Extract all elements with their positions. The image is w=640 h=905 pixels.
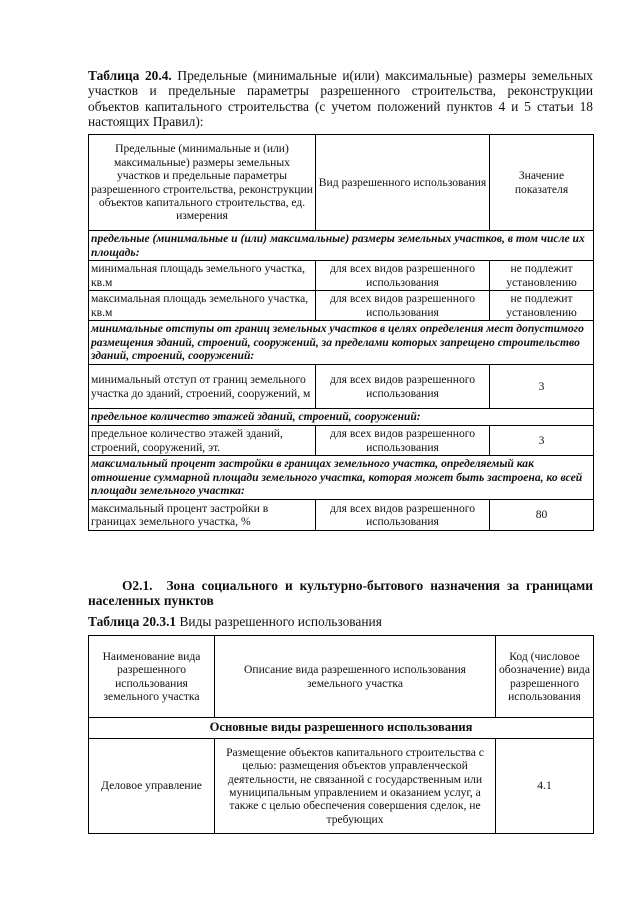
intro-paragraph (88, 68, 593, 130)
table-label: Таблица 20.4. (88, 68, 172, 83)
table-row (89, 500, 594, 531)
section-main-usage-types: Основные виды разрешенного использования (89, 718, 594, 739)
zone-heading (88, 578, 593, 609)
table2-header-row (89, 636, 594, 718)
table-row (89, 291, 594, 321)
header-usage-description: Описание вида разрешенного использования земельного участка (215, 636, 496, 718)
row-floors-value: 3 (490, 426, 594, 456)
section-row (89, 321, 594, 365)
row-usage-description: Размещение объектов капитального строительства с целью: размещения объектов управленческой деятельности, не связанной с государственным или муниципальным управлением и оказанием услуг, а также с целью обеспечения совершения сделок, не требующих (215, 739, 496, 834)
row-usage-code: 4.1 (496, 739, 594, 834)
row-setback-value: 3 (490, 365, 594, 409)
row-setback-usage: для всех видов разрешенного использования (316, 365, 490, 409)
section-row (89, 231, 594, 261)
section-floors: предельное количество этажей зданий, строений, сооружений: (89, 409, 594, 426)
row-usage-name: Деловое управление (89, 739, 215, 834)
row-min-area-usage: для всех видов разрешенного использования (316, 261, 490, 291)
row-min-area-value: не подлежит установлению (490, 261, 594, 291)
section-plot-sizes: предельные (минимальные и (или) максимальные) размеры земельных участков, в том числе их площадь: (89, 231, 594, 261)
section-setbacks: минимальные отступы от границ земельных участков в целях определения мест допустимого размещения зданий, строений, сооружений, за пределами которых запрещено строительство зданий, строений, сооружений: (89, 321, 594, 365)
row-coverage-param: максимальный процент застройки в границах земельного участка, % (89, 500, 316, 531)
row-coverage-usage: для всех видов разрешенного использования (316, 500, 490, 531)
header-usage-type: Вид разрешенного использования (316, 135, 490, 231)
row-floors-param: предельное количество этажей зданий, строений, сооружений, эт. (89, 426, 316, 456)
intro-text: Предельные (минимальные и(или) максимальные) размеры земельных участков и предельные параметры разрешенного строительства, реконструкции объектов капитального строительства (с учетом положений пунктов 4 и 5 статьи 18 настоящих Правил): (88, 68, 593, 130)
section-row (89, 718, 594, 739)
table2-label: Таблица 20.3.1 (88, 614, 177, 629)
table-row (89, 426, 594, 456)
row-coverage-value: 80 (490, 500, 594, 531)
row-max-area-param: максимальная площадь земельного участка, кв.м (89, 291, 316, 321)
table-header-row (89, 135, 594, 231)
section-row (89, 456, 594, 500)
table2-caption (88, 614, 593, 629)
table-row (89, 365, 594, 409)
limits-table (88, 134, 594, 531)
header-value: Значение показателя (490, 135, 594, 231)
zone-code: О2.1. (122, 578, 153, 593)
table2-caption-text: Виды разрешенного использования (176, 614, 382, 629)
header-parameters: Предельные (минимальные и (или) максимальные) размеры земельных участков и предельные параметры разрешенного строительства, реконструкции объектов капитального строительства, ед. измерения (89, 135, 316, 231)
zone-title: Зона социального и культурно-бытового назначения за границами населенных пунктов (88, 578, 593, 609)
header-usage-name: Наименование вида разрешенного использования земельного участка (89, 636, 215, 718)
row-max-area-usage: для всех видов разрешенного использования (316, 291, 490, 321)
section-row (89, 409, 594, 426)
row-floors-usage: для всех видов разрешенного использования (316, 426, 490, 456)
row-setback-param: минимальный отступ от границ земельного участка до зданий, строений, сооружений, м (89, 365, 316, 409)
table-row (89, 261, 594, 291)
table-row (89, 739, 594, 834)
usage-types-table (88, 635, 594, 834)
row-min-area-param: минимальная площадь земельного участка, кв.м (89, 261, 316, 291)
header-usage-code: Код (числовое обозначение) вида разрешенного использования (496, 636, 594, 718)
section-coverage: максимальный процент застройки в границах земельного участка, определяемый как отношение суммарной площади земельного участка, которая может быть застроена, ко всей площади земельного участка: (89, 456, 594, 500)
row-max-area-value: не подлежит установлению (490, 291, 594, 321)
